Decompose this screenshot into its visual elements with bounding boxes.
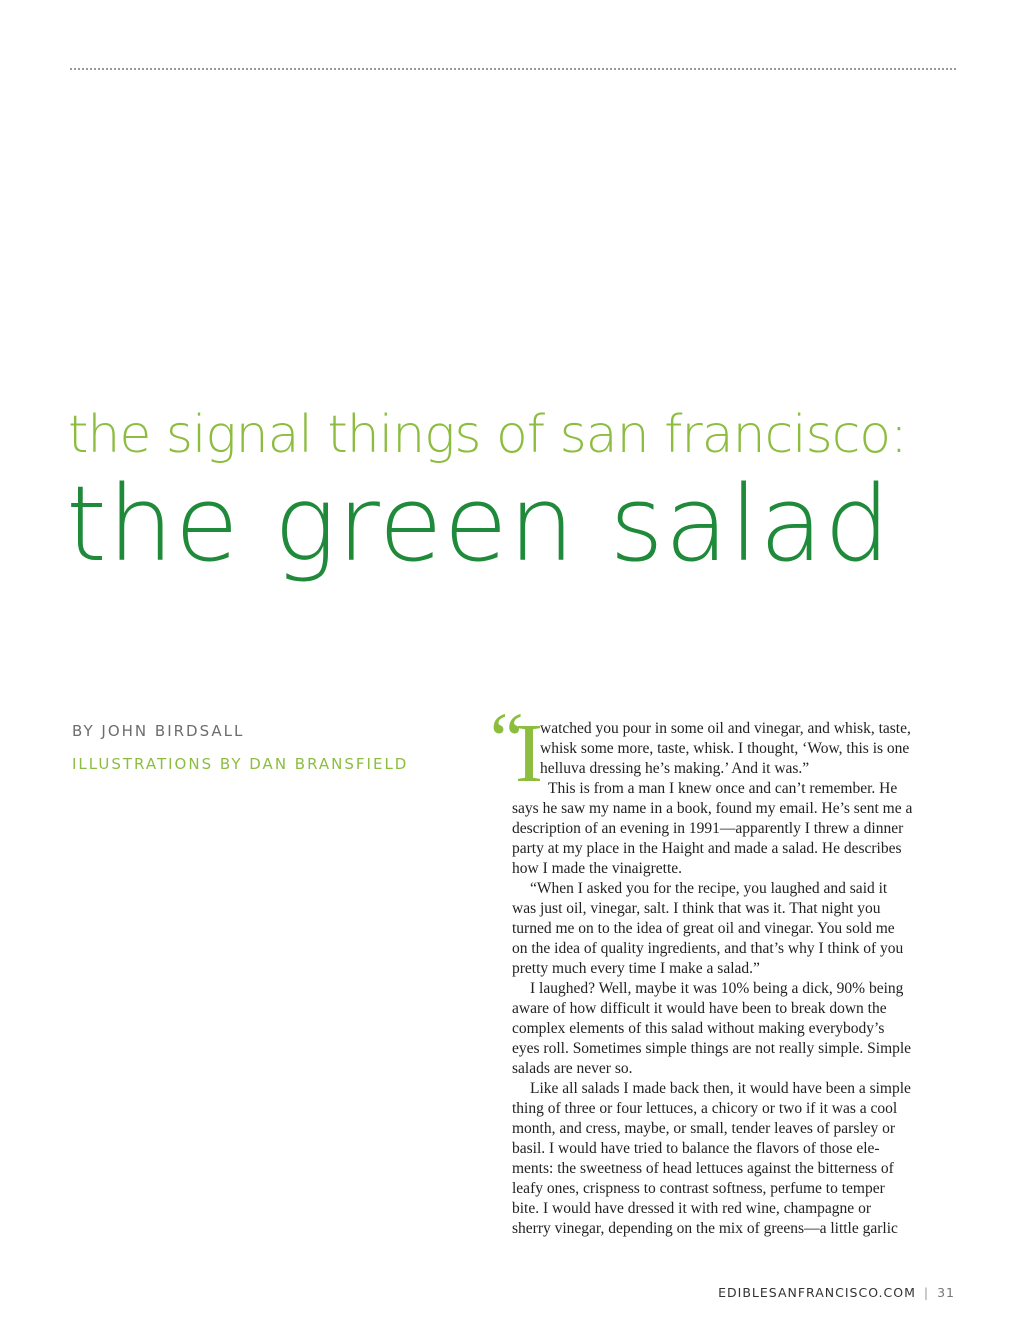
lead-line: whisk some more, taste, whisk. I thought, ‘Wow, this is one	[540, 740, 910, 757]
body-line: description of an evening in 1991—apparently I threw a dinner	[512, 820, 904, 837]
lead-line: helluva dressing he’s making.’ And it was.”	[540, 760, 810, 777]
body-line: bite. I would have dressed it with red wine, champagne or	[512, 1200, 871, 1217]
body-line: basil. I would have tried to balance the flavors of those ele-	[512, 1140, 880, 1157]
body-line: This is from a man I knew once and can’t remember. He	[548, 780, 898, 797]
open-quote-mark: “	[490, 698, 524, 782]
body-line: on the idea of quality ingredients, and that’s why I think of you	[512, 940, 904, 957]
body-line: thing of three or four lettuces, a chicory or two if it was a cool	[512, 1100, 898, 1117]
body-line: aware of how difficult it would have been to break down the	[512, 1000, 887, 1017]
body-line: leafy ones, crispness to contrast softness, perfume to temper	[512, 1180, 885, 1197]
page-footer	[718, 1285, 955, 1300]
body-line: Like all salads I made back then, it would have been a simple	[530, 1080, 911, 1097]
body-line: salads are never so.	[512, 1060, 633, 1077]
article-kicker: the signal things of san francisco:	[68, 405, 907, 465]
article-headline: the green salad	[66, 463, 892, 585]
body-line: turned me on to the idea of great oil and vinegar. You sold me	[512, 920, 895, 937]
body-line: complex elements of this salad without making everybody’s	[512, 1020, 885, 1037]
body-line: pretty much every time I make a salad.”	[512, 960, 760, 977]
author-byline: BY JOHN BIRDSALL	[72, 722, 245, 740]
page-number: 31	[937, 1285, 955, 1300]
dotted-top-rule	[70, 68, 956, 70]
body-line: “When I asked you for the recipe, you laughed and said it	[530, 880, 888, 897]
body-line: eyes roll. Sometimes simple things are not really simple. Simple	[512, 1040, 912, 1057]
lead-line: watched you pour in some oil and vinegar, and whisk, taste,	[540, 720, 911, 737]
footer-separator: |	[923, 1285, 930, 1300]
article-body	[512, 779, 962, 1239]
footer-site-url: EDIBLESANFRANCISCO.COM	[718, 1285, 916, 1300]
body-line: how I made the vinaigrette.	[512, 860, 683, 877]
body-line: sherry vinegar, depending on the mix of greens—a little garlic	[512, 1220, 898, 1237]
body-line: party at my place in the Haight and made a salad. He describes	[512, 840, 902, 857]
body-line: month, and cress, maybe, or small, tender leaves of parsley or	[512, 1120, 896, 1137]
body-line: was just oil, vinegar, salt. I think that was it. That night you	[512, 900, 881, 917]
illustrator-credit: ILLUSTRATIONS BY DAN BRANSFIELD	[72, 755, 409, 773]
body-line: says he saw my name in a book, found my email. He’s sent me a	[512, 800, 913, 817]
lead-paragraph	[540, 719, 960, 779]
body-line: ments: the sweetness of head lettuces against the bitterness of	[512, 1160, 894, 1177]
body-line: I laughed? Well, maybe it was 10% being a dick, 90% being	[530, 980, 904, 997]
drop-cap: I	[515, 707, 543, 800]
